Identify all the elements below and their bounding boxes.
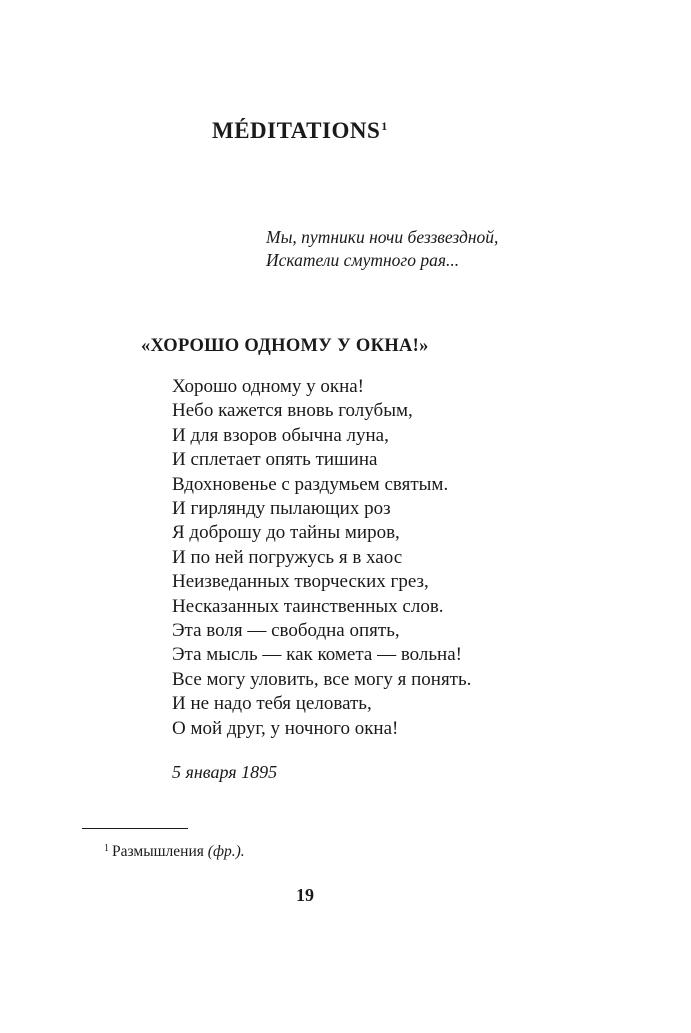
poem-line: И для взоров обычна луна,	[172, 424, 389, 446]
poem-line: И гирлянду пылающих роз	[172, 498, 391, 520]
poem-line: Эта мысль — как комета — вольна!	[172, 644, 462, 666]
poem-line: Вдохновенье с раздумьем святым.	[172, 473, 449, 495]
section-title-text: MÉDITATIONS	[212, 118, 381, 143]
poem-line: Несказанных таинственных слов.	[172, 595, 444, 617]
poem-date: 5 января 1895	[172, 762, 278, 782]
footnote	[104, 843, 245, 861]
poem-line: Хорошо одному у окна!	[172, 376, 365, 397]
footnote-divider	[82, 828, 188, 829]
page-number: 19	[296, 885, 314, 905]
poem-title: «ХОРОШО ОДНОМУ У ОКНА!»	[141, 336, 429, 356]
poem-line: И сплетает опять тишина	[172, 449, 378, 471]
poem-line: Неизведанных творческих грез,	[172, 571, 429, 593]
poem-line: Эта воля — свободна опять,	[172, 620, 400, 642]
footnote-marker: 1	[104, 843, 109, 854]
section-title	[212, 118, 388, 144]
poem-line: Все могу уловить, все могу я понять.	[172, 668, 472, 690]
footnote-lang-note: (фр.).	[207, 843, 245, 860]
epigraph	[266, 226, 498, 272]
poem-line: Небо кажется вновь голубым,	[172, 400, 413, 422]
poem-line: И не надо тебя целовать,	[172, 693, 372, 715]
epigraph-line: Мы, путники ночи беззвездной,	[266, 227, 499, 247]
section-title-footnote-marker: 1	[381, 119, 388, 133]
poem-line: И по ней погружусь я в хаос	[172, 546, 403, 568]
poem-line: Я доброшу до тайны миров,	[172, 522, 400, 544]
epigraph-line: Искатели смутного рая...	[266, 250, 460, 270]
poem-body	[172, 375, 471, 741]
footnote-text: Размышления	[112, 843, 208, 860]
poem-line: О мой друг, у ночного окна!	[172, 717, 399, 739]
